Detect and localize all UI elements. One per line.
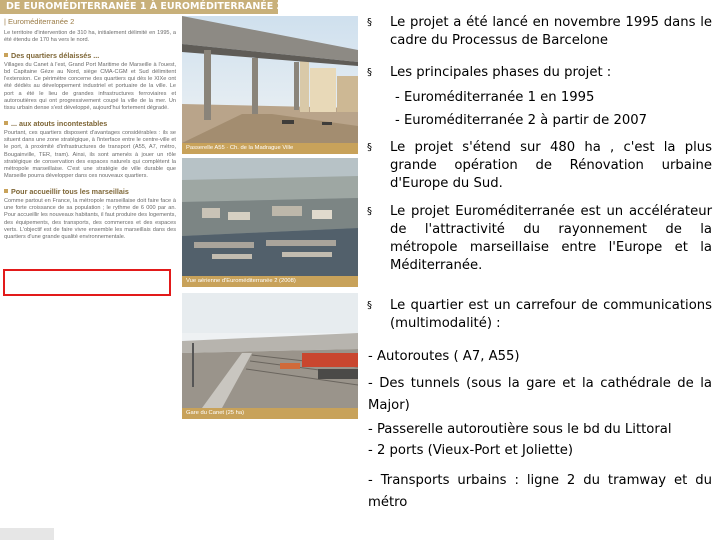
communication-item: - Passerelle autoroutière sous le bd du Littoral — [368, 422, 672, 437]
brochure-section-title — [4, 187, 176, 196]
brochure-section-text: Villages du Canet à l'est, Grand Port Maritime de Marseille à l'ouest, bd Capitaine Gèze au Nord, siège CMA-CGM et Sud délimitent l'extension. Ce périmètre concerne des quartiers qui dès le XIXe ont été dédiés au développement industriel et portuaire de la ville. Le port a été le lieu de grandes infrastructures ferroviaires et autoroutières qui ont progressivement coupé la ville de la mer. Un tissu urbain dense s'est développé, aujourd'hui fortement dégradé. — [4, 61, 176, 112]
photo-caption: Gare du Canet (25 ha) — [182, 408, 358, 419]
section-title-text: ... aux atouts incontestables — [11, 118, 108, 128]
square-bullet-icon — [4, 121, 8, 125]
bullet-text: Le projet s'étend sur 480 ha , c'est la plus grande opération de Rénovation urbaine d'Europe du Sud. — [390, 140, 712, 191]
photo-railyard — [182, 293, 358, 408]
photo-highway — [182, 16, 358, 143]
page-edge-tab — [0, 528, 54, 540]
communication-item: - Des tunnels (sous la gare et la cathédrale de la Major) — [368, 376, 712, 413]
highlight-box — [3, 269, 171, 296]
bullet-text: Le quartier est un carrefour de communications (multimodalité) : — [390, 298, 712, 331]
section-bullet-icon: § — [367, 206, 372, 217]
bullet-text: Les principales phases du projet : — [390, 65, 612, 80]
bullet-text: Le projet a été lancé en novembre 1995 dans le cadre du Processus de Barcelone — [390, 15, 712, 48]
brochure-section-title — [4, 51, 176, 60]
photo-aerial-image — [182, 158, 358, 276]
photo-caption: Vue aérienne d'Euroméditerranée 2 (2008) — [182, 276, 358, 287]
communication-item: - 2 ports (Vieux-Port et Joliette) — [368, 443, 574, 458]
brochure-section-title — [4, 119, 176, 128]
communication-item: - Autoroutes ( A7, A55) — [368, 349, 520, 364]
bullet-item — [367, 203, 712, 275]
photo-highway-image — [182, 16, 358, 143]
section-bullet-icon: § — [367, 142, 372, 153]
section-bullet-icon: § — [367, 67, 372, 78]
brochure-section-text: Comme partout en France, la métropole marseillaise doit faire face à une forte croissance de sa population ; le rythme de 6 000 par an. Pour accueillir les nouveaux habitants, il faut produire des logements, des équipements, des transports, des commerces et des espaces verts. L'objectif est de faire vivre ensemble les marseillais dans des quartiers d'une grande qualité environnementale. — [4, 197, 176, 241]
bullet-text: Le projet Euroméditerranée est un accélérateur de l'attractivité du rayonnement de la métropole marseillaise entre l'Europe et la Méditerranée. — [390, 204, 712, 273]
brochure-banner — [0, 0, 284, 14]
section-bullet-icon: § — [367, 300, 372, 311]
bullet-item — [367, 139, 712, 193]
square-bullet-icon — [4, 53, 8, 57]
photo-caption: Passerelle A55 · Ch. de la Madrague Ville — [182, 143, 358, 154]
phase-item: - Euroméditerranée 1 en 1995 — [395, 90, 595, 105]
bullet-item — [367, 14, 712, 50]
brochure-section-text: Pourtant, ces quartiers disposent d'avantages considérables : ils se situent dans une zone stratégique, à l'interface entre le centre-ville et le port, à proximité d'infrastructures de transport (A55, A7, métro, Bougainville, TER, tram). Ainsi, ils sont amenés à jouer un rôle stratégique de conservation des espaces naturels qui complètent la métropole marseillaise. C'est une stratégie de ville durable que Marseille pourra développer dans ces nouveaux quartiers. — [4, 129, 176, 180]
phase-item: - Euroméditerranée 2 à partir de 2007 — [395, 113, 648, 128]
communication-item: - Transports urbains : ligne 2 du tramway et du métro — [368, 473, 712, 510]
bullet-item — [367, 297, 712, 333]
photo-railyard-image — [182, 293, 358, 408]
bullet-item — [367, 64, 712, 82]
section-bullet-icon: § — [367, 17, 372, 28]
photo-aerial — [182, 158, 358, 276]
section-title-text: Pour accueillir tous les marseillais — [11, 186, 129, 196]
square-bullet-icon — [4, 189, 8, 193]
brochure-banner-text: DE EUROMÉDITERRANÉE 1 À EUROMÉDITERRANÉE 2 — [6, 1, 284, 12]
brochure-subtitle: | Euroméditerranée 2 — [4, 17, 75, 26]
section-title-text: Des quartiers délaissés ... — [11, 50, 100, 60]
brochure-intro: Le territoire d'intervention de 310 ha, initialement délimité en 1995, a été étendu de 170 ha vers le nord. — [4, 30, 176, 44]
